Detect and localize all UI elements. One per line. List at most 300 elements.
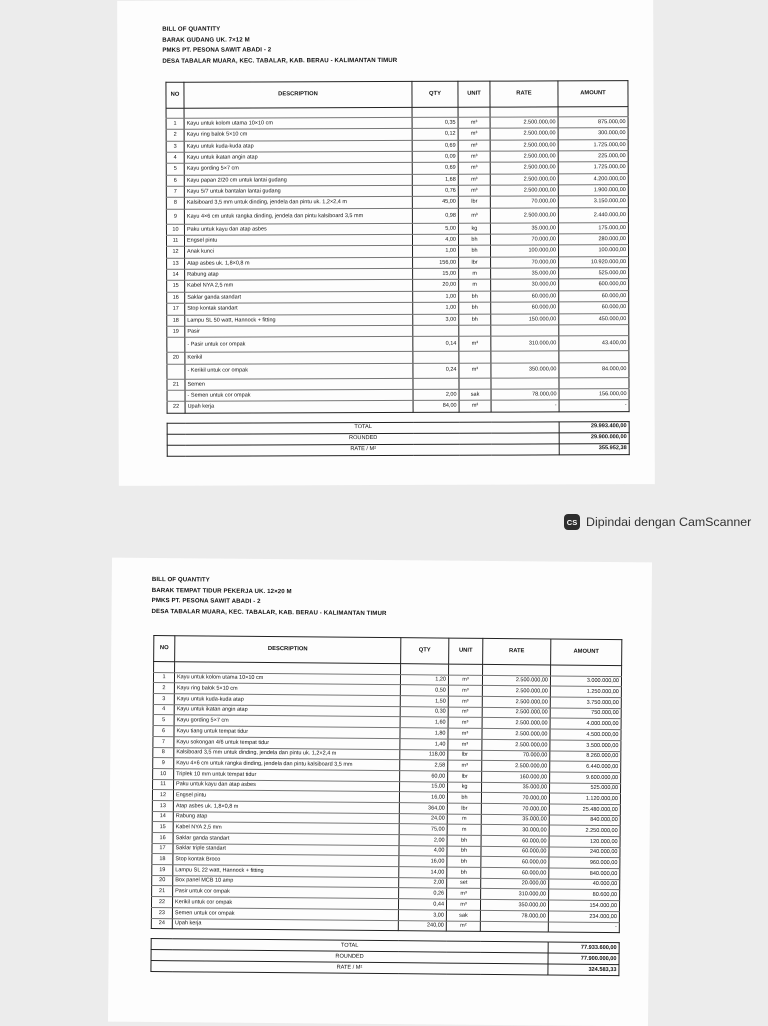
cell-amount: 225.000,00: [558, 151, 628, 163]
cell-amount: 1.725.000,00: [558, 162, 628, 174]
cell-unit: [459, 378, 491, 389]
cell-rate: 70.000,00: [490, 196, 558, 208]
cell-qty: 0,44: [398, 899, 446, 910]
cell-qty: 0,69: [412, 163, 458, 175]
cell-qty: 1,80: [400, 728, 448, 739]
cell-no: 16: [152, 833, 173, 844]
cell-no: 2: [166, 130, 184, 141]
cell-no: 21: [152, 886, 173, 897]
table-row: [167, 336, 629, 353]
cell-description: Kayu ring balok 5×10 cm: [174, 683, 400, 696]
cell-unit: m³: [458, 151, 490, 162]
cell-unit: lbr: [448, 750, 482, 761]
cell-no: 13: [152, 800, 173, 811]
cell-qty: 0,30: [400, 706, 448, 717]
cell-rate: 2.500.000,00: [482, 761, 550, 772]
cell-qty: 15,00: [400, 781, 448, 792]
cell-description: Engsel pintu: [173, 790, 399, 803]
cell-rate: [480, 921, 548, 932]
total-label: TOTAL: [167, 421, 559, 433]
cell-qty: 16,00: [399, 792, 447, 803]
cell-description: Semen: [185, 378, 413, 390]
location: DESA TABALAR MUARA, KEC. TABALAR, KAB. BERAU - KALIMANTAN TIMUR: [151, 607, 387, 617]
col-header-amount: AMOUNT: [551, 639, 622, 666]
cell-description: Atap asbes uk. 1,8×0,8 m: [173, 801, 399, 814]
cell-description: Pasir untuk cor ompak: [173, 886, 399, 899]
cell-unit: m: [447, 814, 481, 825]
cell-unit: lbr: [459, 257, 491, 268]
cell-amount: [559, 324, 629, 336]
cell-unit: bh: [447, 835, 481, 846]
cell-unit: m³: [446, 899, 480, 910]
cell-rate: 2.500.000,00: [482, 718, 550, 729]
cell-description: Upah kerja: [172, 918, 398, 931]
cell-amount: 10.920.000,00: [559, 256, 629, 268]
cell-no: 5: [153, 715, 174, 726]
cell-qty: 2,58: [400, 760, 448, 771]
cell-amount: 280.000,00: [558, 234, 628, 246]
cell-amount: 156.000,00: [559, 389, 629, 401]
col-header-no: NO: [166, 82, 184, 108]
cell-amount: 234.000,00: [548, 911, 619, 922]
cell-unit: m³: [447, 889, 481, 900]
boq-header: [162, 24, 397, 67]
cell-description: Kalsiboard 3,5 mm untuk dinding, jendela dan pintu uk. 1,2×2,4 m: [184, 197, 412, 209]
cell-unit: m³: [458, 128, 490, 139]
cell-description: Kayu papan 2/20 cm untuk lantai gudang: [184, 174, 412, 186]
cell-qty: 45,00: [412, 197, 458, 209]
col-header-unit: UNIT: [458, 81, 490, 107]
cell-no: 8: [153, 747, 174, 758]
cell-no: 4: [166, 152, 184, 163]
company-name: PMKS PT. PESONA SAWIT ABADI - 2: [151, 597, 261, 605]
cell-amount: 1.120.000,00: [549, 793, 620, 804]
cell-description: Triplek 10 mm untuk tempat tidur: [174, 769, 400, 782]
cell-qty: 14,00: [399, 867, 447, 878]
table-header-row: [166, 81, 628, 109]
cell-rate: 2.500.000,00: [490, 151, 558, 163]
cell-no: 21: [167, 379, 185, 390]
cell-unit: m³: [448, 739, 482, 750]
cell-unit: lbr: [448, 771, 482, 782]
cell-amount: -: [548, 921, 619, 932]
cell-amount: 3.750.000,00: [550, 697, 621, 708]
cell-description: Atap asbes uk. 1,8×0,8 m: [185, 257, 413, 269]
cell-amount: 960.000,00: [549, 857, 620, 868]
cell-no: 15: [152, 822, 173, 833]
cell-unit: kg: [447, 782, 481, 793]
col-header-no: NO: [154, 636, 175, 662]
cell-amount: 154.000,00: [548, 900, 619, 911]
cell-qty: 2,00: [399, 877, 447, 888]
cell-no: [167, 390, 185, 401]
cell-rate: 78.000,00: [480, 910, 548, 921]
cell-amount: 4.000.000,00: [550, 718, 621, 729]
doc-title: BILL OF QUANTITY: [162, 25, 221, 33]
company-name: PMKS PT. PESONA SAWIT ABADI - 2: [162, 46, 272, 54]
cell-rate: 310.000,00: [481, 889, 549, 900]
cell-rate: 2.500.000,00: [482, 707, 550, 718]
cell-amount: 875.000,00: [558, 117, 628, 129]
cell-no: 16: [167, 292, 185, 303]
cell-qty: 1,60: [400, 717, 448, 728]
cell-amount: 3.150.000,00: [558, 196, 628, 208]
cell-unit: kg: [458, 223, 490, 234]
cell-unit: sak: [459, 389, 491, 400]
cell-qty: 5,00: [412, 223, 458, 235]
cell-rate: 2.500.000,00: [490, 117, 558, 129]
cell-unit: m³: [448, 675, 482, 686]
cell-qty: 156,00: [413, 257, 459, 269]
cell-amount: 300.000,00: [558, 128, 628, 140]
cell-description: Kalsiboard 3,5 mm untuk dinding, jendela dan pintu uk. 1,2×2,4 m: [174, 747, 400, 760]
cell-rate: 150.000,00: [491, 313, 559, 325]
cell-description: Paku untuk kayu dan atap asbes: [174, 779, 400, 792]
cell-unit: bh: [458, 234, 490, 245]
cell-qty: 118,00: [400, 749, 448, 760]
cell-qty: 0,98: [412, 208, 458, 223]
cell-qty: 4,00: [412, 234, 458, 246]
cell-unit: m: [447, 824, 481, 835]
cell-description: Kayu gording 5×7 cm: [184, 163, 412, 175]
cell-description: Saklar ganda standart: [173, 833, 399, 846]
cell-qty: 1,00: [413, 246, 459, 258]
cell-description: Kayu 5/7 untuk bantalan lantai gudang: [184, 185, 412, 197]
cell-amount: 1.900.000,00: [558, 185, 628, 197]
cell-description: Saklar triple standart: [173, 843, 399, 856]
cell-description: Kayu untuk ikatan angin atap: [184, 151, 412, 163]
cell-rate: 60.000,00: [481, 846, 549, 857]
cell-no: 14: [152, 811, 173, 822]
cell-description: Kabel NYA 2,5 mm: [185, 280, 413, 292]
cell-amount: 3.000.000,00: [550, 676, 621, 687]
cell-qty: 1,00: [413, 302, 459, 314]
cell-unit: bh: [459, 291, 491, 302]
cell-amount: [559, 377, 629, 389]
cell-rate: 2.500.000,00: [482, 739, 550, 750]
cell-unit: bh: [459, 302, 491, 313]
cell-no: 8: [166, 198, 184, 209]
cell-description: Stop kontak standart: [185, 303, 413, 315]
cell-qty: 2,00: [413, 389, 459, 401]
cell-amount: 600.000,00: [559, 279, 629, 291]
cell-qty: 3,00: [413, 314, 459, 326]
cell-description: Kayu tiang untuk tempat tidur: [174, 726, 400, 739]
cell-amount: 750.000,00: [550, 708, 621, 719]
cell-unit: bh: [459, 246, 491, 257]
cell-no: 9: [166, 209, 184, 224]
cell-no: 23: [151, 907, 172, 918]
rate-per-m2-value: 324.583,33: [548, 964, 619, 976]
cell-qty: 1,68: [412, 174, 458, 186]
cell-description: Kayu sokongan 4/6 untuk tempat tidur: [174, 737, 400, 750]
cell-rate: 350.000,00: [480, 900, 548, 911]
cell-no: 2: [153, 683, 174, 694]
cell-unit: [459, 325, 491, 336]
cell-no: 4: [153, 704, 174, 715]
cell-no: 3: [166, 141, 184, 152]
cell-amount: 4.200.000,00: [558, 173, 628, 185]
cell-rate: 30.000,00: [481, 825, 549, 836]
cell-unit: m³: [448, 685, 482, 696]
cell-amount: 8.260.000,00: [550, 750, 621, 761]
cell-amount: 100.000,00: [559, 245, 629, 257]
cell-qty: 0,09: [412, 151, 458, 163]
cell-description: Kayu untuk kolom utama 10×10 cm: [184, 117, 412, 129]
cell-amount: -: [559, 400, 629, 412]
cell-unit: bh: [447, 867, 481, 878]
cell-rate: 160.000,00: [482, 771, 550, 782]
cell-unit: m²: [446, 921, 480, 932]
cell-rate: 2.500.000,00: [490, 185, 558, 197]
cell-amount: 43.400,00: [559, 336, 629, 351]
cell-no: [167, 337, 185, 352]
cell-no: 14: [167, 269, 185, 280]
cell-qty: 4,00: [399, 845, 447, 856]
cell-description: Lampu SL 50 watt, Hannock + fitting: [185, 314, 413, 326]
cell-rate: 2.500.000,00: [482, 686, 550, 697]
cell-qty: 0,76: [412, 185, 458, 197]
cell-unit: m³: [448, 707, 482, 718]
cell-qty: 364,00: [399, 803, 447, 814]
cell-qty: 24,00: [399, 813, 447, 824]
cell-no: 17: [167, 303, 185, 314]
cell-rate: 35.000,00: [481, 782, 549, 793]
cell-rate: [491, 351, 559, 363]
col-header-rate: RATE: [490, 81, 558, 107]
table-totals: [151, 929, 619, 976]
cell-unit: bh: [447, 846, 481, 857]
cell-description: Kayu gording 5×7 cm: [174, 715, 400, 728]
cell-rate: 2.500.000,00: [482, 675, 550, 686]
cell-qty: 240,00: [398, 920, 446, 931]
cell-unit: sak: [446, 910, 480, 921]
cell-unit: m³: [458, 174, 490, 185]
cell-rate: [491, 377, 559, 389]
table-row: [167, 362, 629, 379]
doc-title: BILL OF QUANTITY: [151, 576, 210, 584]
rounded-label: ROUNDED: [151, 950, 548, 964]
cell-description: Kerikil untuk cor ompak: [172, 897, 398, 910]
cell-amount: 240.000,00: [549, 847, 620, 858]
cell-amount: 525.000,00: [559, 268, 629, 280]
cell-no: 7: [153, 736, 174, 747]
cell-no: 5: [166, 164, 184, 175]
cell-amount: 84.000,00: [559, 362, 629, 377]
project-name: BARAK TEMPAT TIDUR PEKERJA UK. 12×20 M: [151, 586, 292, 595]
cell-unit: m³: [448, 760, 482, 771]
cell-no: 15: [167, 281, 185, 292]
cell-no: 24: [151, 918, 172, 929]
col-header-qty: QTY: [412, 81, 458, 107]
cell-description: Kayu ring balok 5×10 cm: [184, 129, 412, 141]
cell-amount: 3.500.000,00: [550, 740, 621, 751]
cell-amount: 1.250.000,00: [550, 686, 621, 697]
cell-rate: 70.000,00: [481, 793, 549, 804]
cell-description: - Semen untuk cor ompak: [185, 389, 413, 401]
cell-no: 12: [152, 790, 173, 801]
cell-rate: 2.500.000,00: [490, 174, 558, 186]
cell-no: 17: [152, 843, 173, 854]
cell-unit: lbr: [447, 803, 481, 814]
total-value: 29.993.400,00: [559, 421, 629, 432]
camscanner-watermark: [564, 512, 751, 532]
cell-qty: 0,50: [400, 685, 448, 696]
cell-unit: m³: [448, 718, 482, 729]
cell-qty: 20,00: [413, 280, 459, 292]
cell-rate: 70.000,00: [491, 257, 559, 269]
cell-description: Kayu untuk kuda-kuda atap: [174, 694, 400, 707]
cell-unit: m: [459, 280, 491, 291]
cell-rate: 60.000,00: [481, 867, 549, 878]
cell-qty: 1,20: [400, 674, 448, 685]
cell-unit: m³: [458, 208, 490, 223]
cell-unit: m³: [459, 363, 491, 378]
cell-no: 18: [152, 854, 173, 865]
rounded-value: 77.900.000,00: [548, 953, 619, 965]
cell-rate: 35.000,00: [481, 814, 549, 825]
cell-description: - Pasir untuk cor ompak: [185, 337, 413, 353]
cell-description: Kabel NYA 2,5 mm: [173, 822, 399, 835]
cell-no: 22: [151, 897, 172, 908]
cell-qty: 1,40: [400, 738, 448, 749]
cell-no: 1: [153, 672, 174, 683]
cell-unit: set: [447, 878, 481, 889]
cell-no: 18: [167, 315, 185, 326]
cell-amount: 2.250.000,00: [549, 825, 620, 836]
cell-qty: 0,12: [412, 129, 458, 141]
boq-sheet-1: [117, 0, 655, 486]
cell-rate: 70.000,00: [490, 234, 558, 246]
boq-header: [152, 575, 387, 619]
cell-amount: 40.000,00: [549, 879, 620, 890]
cell-amount: 525.000,00: [549, 783, 620, 794]
cell-amount: 80.600,00: [549, 889, 620, 900]
cell-qty: 3,00: [398, 909, 446, 920]
camscanner-label: Dipindai dengan CamScanner: [586, 515, 752, 529]
cell-rate: [491, 325, 559, 337]
cell-unit: m: [459, 268, 491, 279]
cell-rate: 60.000,00: [491, 302, 559, 314]
cell-unit: m²: [459, 400, 491, 411]
cell-unit: bh: [447, 856, 481, 867]
cell-qty: 1,00: [413, 291, 459, 303]
cell-no: 13: [167, 258, 185, 269]
cell-qty: 16,00: [399, 856, 447, 867]
cell-amount: 840.000,00: [549, 868, 620, 879]
cell-no: 9: [153, 758, 174, 769]
cell-qty: 15,00: [413, 268, 459, 280]
cell-no: 19: [152, 865, 173, 876]
cell-rate: 2.500.000,00: [482, 696, 550, 707]
cell-amount: 60.000,00: [559, 302, 629, 314]
cell-amount: 4.500.000,00: [550, 729, 621, 740]
cell-rate: 20.000,00: [481, 878, 549, 889]
col-header-description: DESCRIPTION: [175, 636, 401, 664]
cell-rate: 35.000,00: [491, 268, 559, 280]
cell-description: Paku untuk kayu dan atap asbes: [184, 223, 412, 235]
cell-qty: 0,24: [413, 363, 459, 378]
cell-unit: bh: [447, 792, 481, 803]
cell-qty: 0,69: [412, 140, 458, 152]
cell-amount: 2.440.000,00: [558, 207, 628, 222]
cell-rate: 60.000,00: [481, 835, 549, 846]
cell-rate: 2.500.000,00: [490, 140, 558, 152]
col-header-qty: QTY: [401, 638, 449, 664]
total-value: 77.933.600,00: [548, 942, 619, 954]
cell-rate: 35.000,00: [490, 223, 558, 235]
cell-rate: 350.000,00: [491, 362, 559, 377]
cell-no: 10: [153, 768, 174, 779]
cell-no: 7: [166, 186, 184, 197]
boq-sheet-2: [108, 558, 652, 1026]
cell-description: Kayu untuk kuda-kuda atap: [184, 140, 412, 152]
cell-description: Kerikil: [185, 352, 413, 364]
cell-amount: 1.725.000,00: [558, 139, 628, 151]
cell-rate: 2.500.000,00: [490, 162, 558, 174]
cell-description: Stop kontak Broco: [173, 854, 399, 867]
cell-no: 20: [167, 352, 185, 363]
cell-no: 6: [166, 175, 184, 186]
cell-description: Kayu untuk kolom utama 10×10 cm: [174, 672, 400, 685]
cell-rate: 2.500.000,00: [490, 208, 558, 223]
cell-description: Box panel MCB 10 amp: [173, 875, 399, 888]
table-totals: [167, 411, 629, 456]
cell-no: 10: [166, 224, 184, 235]
cell-unit: lbr: [458, 197, 490, 208]
cell-amount: 6.440.000,00: [550, 761, 621, 772]
cell-unit: m³: [458, 185, 490, 196]
rounded-label: ROUNDED: [167, 432, 559, 444]
table-row: [166, 207, 628, 224]
table-body: [151, 662, 621, 933]
cell-description: Rabung atap: [173, 811, 399, 824]
col-header-amount: AMOUNT: [558, 81, 628, 107]
cell-description: Saklar ganda standart: [185, 291, 413, 303]
cell-no: 11: [166, 235, 184, 246]
cell-description: Kayu untuk ikatan angin atap: [174, 704, 400, 717]
cell-rate: 30.000,00: [491, 279, 559, 291]
cell-rate: 70.000,00: [482, 750, 550, 761]
cell-amount: [559, 351, 629, 363]
cell-amount: 120.000,00: [549, 836, 620, 847]
cell-rate: 78.000,00: [491, 389, 559, 401]
cell-rate: -: [491, 400, 559, 412]
cell-qty: 75,00: [399, 824, 447, 835]
cell-qty: [413, 378, 459, 390]
cell-rate: 310.000,00: [491, 336, 559, 351]
cell-rate: 60.000,00: [491, 291, 559, 303]
cell-rate: 2.500.000,00: [490, 128, 558, 140]
cell-qty: 0,14: [413, 336, 459, 351]
cell-no: 3: [153, 694, 174, 705]
cell-no: 11: [153, 779, 174, 790]
total-label: TOTAL: [151, 939, 548, 953]
cell-unit: m³: [459, 336, 491, 351]
cell-unit: m³: [448, 696, 482, 707]
location: DESA TABALAR MUARA, KEC. TABALAR, KAB. BERAU - KALIMANTAN TIMUR: [162, 56, 398, 65]
cell-no: 19: [167, 326, 185, 337]
cell-description: Upah kerja: [185, 401, 413, 413]
col-header-unit: UNIT: [449, 638, 483, 664]
cell-amount: 175.000,00: [558, 222, 628, 234]
cell-description: Engsel pintu: [184, 235, 412, 247]
cell-description: Semen untuk cor ompak: [172, 908, 398, 921]
cell-no: 6: [153, 726, 174, 737]
camscanner-logo-icon: CS: [564, 514, 580, 530]
cell-description: Kayu 4×6 cm untuk rangka dinding, jendela dan pintu kalsiboard 3,5 mm: [174, 758, 400, 771]
cell-amount: 9.600.000,00: [550, 772, 621, 783]
